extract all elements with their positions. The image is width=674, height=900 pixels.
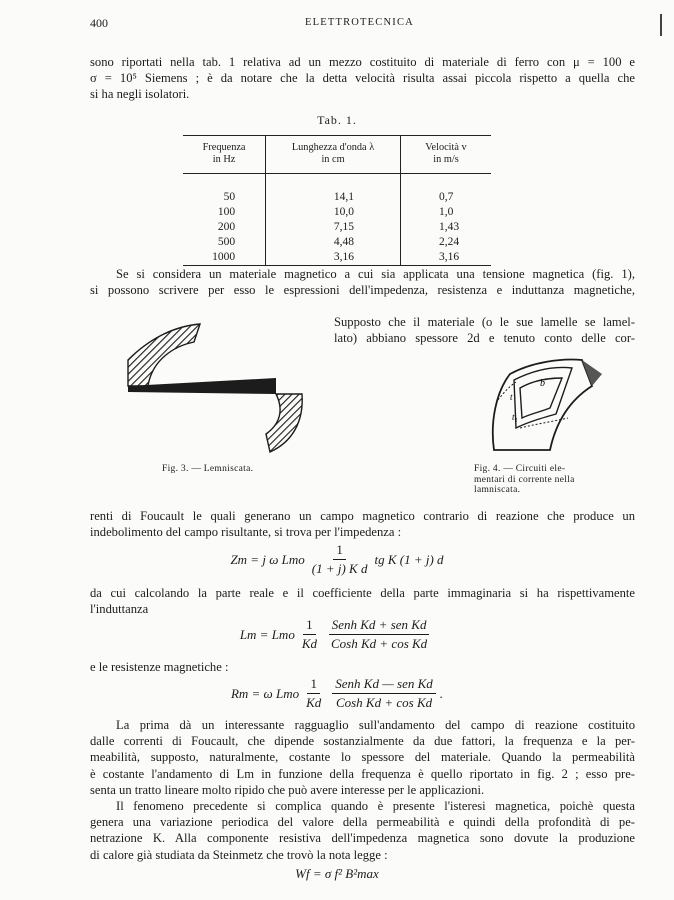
- label-b: b: [540, 378, 545, 389]
- table-cell: 3,16: [400, 250, 491, 266]
- lemniscate-bar: [128, 378, 276, 394]
- text-line: genera una variazione periodica del valore della permeabilità e quindi della profondità di pe-: [90, 815, 635, 830]
- text-line: indebolimento del campo risultante, si trova per l'impedenza :: [90, 525, 402, 540]
- text-line: La prima dà un interessante ragguaglio sull'andamento del campo di reazione costituito: [116, 718, 635, 732]
- figure-3-caption: Fig. 3. — Lemniscata.: [162, 464, 254, 474]
- text-line: si ha negli isolatori.: [90, 87, 190, 102]
- page-number: 400: [90, 16, 108, 30]
- table-caption: Tab. 1.: [317, 113, 357, 127]
- eq-fraction-2: $\frac{\text{Senh Kd + sen Kd}}{\text{Cosh Kd + cos Kd}}$: [328, 617, 430, 652]
- table-cell: 0,7: [400, 190, 491, 205]
- lamination-hatch: [582, 360, 602, 386]
- table-row: [183, 235, 491, 250]
- eq-rhs: tg K (1 + j) d: [374, 551, 444, 567]
- table-cell: 4,48: [266, 235, 401, 250]
- lamination-outline: [493, 360, 592, 450]
- data-table: [183, 135, 491, 266]
- eq-steinmetz-text: Wf = σ f² B²max: [295, 866, 379, 881]
- table-cell: 14,1: [266, 190, 401, 205]
- text-line: sono riportati nella tab. 1 relativa ad un mezzo costituito di materiale di ferro con μ = 100 e: [90, 55, 635, 69]
- text-line: meabilità, supposto, naturalmente, costante lo spessore del materiale. Quando la permeabilità: [90, 750, 635, 765]
- label-t: t: [510, 392, 513, 402]
- text-line: Se si considera un materiale magnetico a cui sia applicata una tensione magnetica (fig. 1),: [116, 267, 635, 281]
- table-row: [183, 190, 491, 205]
- figure-4-circuits: [484, 352, 608, 462]
- table-cell: 500: [217, 236, 236, 248]
- eq-tail: .: [439, 685, 444, 701]
- text-line: l'induttanza: [90, 602, 149, 617]
- text-line: Supposto che il materiale (o le sue lamelle se lamel-: [334, 315, 635, 329]
- paragraph-side: [334, 314, 635, 346]
- column-header-velocity: Velocità v in m/s: [400, 136, 491, 174]
- table-cell: 3,16: [266, 250, 401, 266]
- text-line: Il fenomeno precedente si complica quando è presente l'isteresi magnetica, poichè questa: [116, 799, 635, 813]
- eq-fraction-1: $\frac{1}{Kd}$: [301, 617, 317, 651]
- running-title: ELETTROTECNICA: [305, 17, 414, 28]
- text-line: σ = 10⁵ Siemens ; è da notare che la detta velocità risulta assai piccola rispetto a quella che: [90, 71, 635, 86]
- paragraph-phenomenon: [90, 798, 635, 863]
- paragraph-first: [90, 717, 635, 798]
- figure-4-caption: Fig. 4. — Circuiti ele- mentari di corrente nella lamniscata.: [474, 464, 575, 495]
- paragraph-intro: [90, 54, 635, 103]
- label-t1: t₁: [512, 412, 518, 422]
- table-row: [183, 205, 491, 220]
- equation-resistance: [0, 676, 674, 711]
- equation-inductance: [0, 617, 674, 652]
- table-cell: 100: [217, 206, 236, 218]
- table-cell: 7,15: [266, 220, 401, 235]
- eq-lhs: Rm = ω Lmo: [230, 685, 300, 701]
- eq-lhs: Lm = Lmo: [239, 626, 295, 642]
- paragraph-real: [90, 585, 635, 617]
- table-cell: 200: [217, 221, 236, 233]
- text-line: è costante l'andamento di Lm in funzione della frequenza è quello riportato in fig. 2 ; esso pre-: [90, 766, 635, 781]
- eq-fraction-2: $\frac{\text{Senh Kd — sen Kd}}{\text{Cosh Kd + cos Kd}}$: [332, 676, 436, 711]
- table-cell: 1000: [212, 251, 236, 263]
- table-cell: 50: [223, 191, 236, 203]
- text-line: lato) abbiano spessore 2d e tenuto conto delle cor-: [334, 331, 635, 346]
- table-header-row: [183, 136, 491, 174]
- eq-fraction: $\frac{1}{\text{(1 + j) K d}}$: [311, 542, 368, 576]
- text-line: e le resistenze magnetiche :: [90, 660, 229, 674]
- eq-lhs: Zm = j ω Lmo: [230, 551, 305, 567]
- text-line: si possono scrivere per esso le espressioni dell'impedenza, resistenza e induttanza magnetiche,: [90, 283, 635, 298]
- eq-fraction-1: $\frac{1}{Kd}$: [306, 676, 322, 710]
- paragraph-resistance: [90, 659, 635, 675]
- table-cell: 10,0: [266, 205, 401, 220]
- table-row: [183, 220, 491, 235]
- table-cell: 1,43: [400, 220, 491, 235]
- text-line: senta un tratto lineare molto ripido che può avere interesse per le applicazioni.: [90, 782, 485, 797]
- text-line: di calore già studiata da Steinmetz che trovò la nota legge :: [90, 847, 388, 862]
- table-row: [183, 250, 491, 266]
- text-line: netrazione K. Alla componente resistiva dell'impedenza magnetica sono dovute la produzione: [90, 831, 635, 846]
- figure-3-lemniscate: [120, 318, 320, 458]
- text-line: renti di Foucault le quali generano un campo magnetico contrario di reazione che produce un: [90, 509, 635, 523]
- paragraph-magnetic: [90, 266, 635, 298]
- column-header-frequency: Frequenza in Hz: [183, 136, 266, 174]
- text-line: dalle correnti di Foucault, che dipende sostanzialmente da due fattori, la frequenza e la per-: [90, 734, 635, 749]
- column-header-wavelength: Lunghezza d'onda λ in cm: [266, 136, 401, 174]
- lemniscate-lower-arm: [266, 394, 302, 452]
- lemniscate-upper-arm: [128, 324, 200, 386]
- table-cell: 1,0: [400, 205, 491, 220]
- paragraph-foucault: [90, 508, 635, 540]
- edge-mark: [660, 14, 662, 36]
- equation-impedance: [0, 542, 674, 577]
- table-cell: 2,24: [400, 235, 491, 250]
- equation-steinmetz: [0, 866, 674, 882]
- text-line: da cui calcolando la parte reale e il coefficiente della parte immaginaria si ha rispettivamente: [90, 586, 635, 600]
